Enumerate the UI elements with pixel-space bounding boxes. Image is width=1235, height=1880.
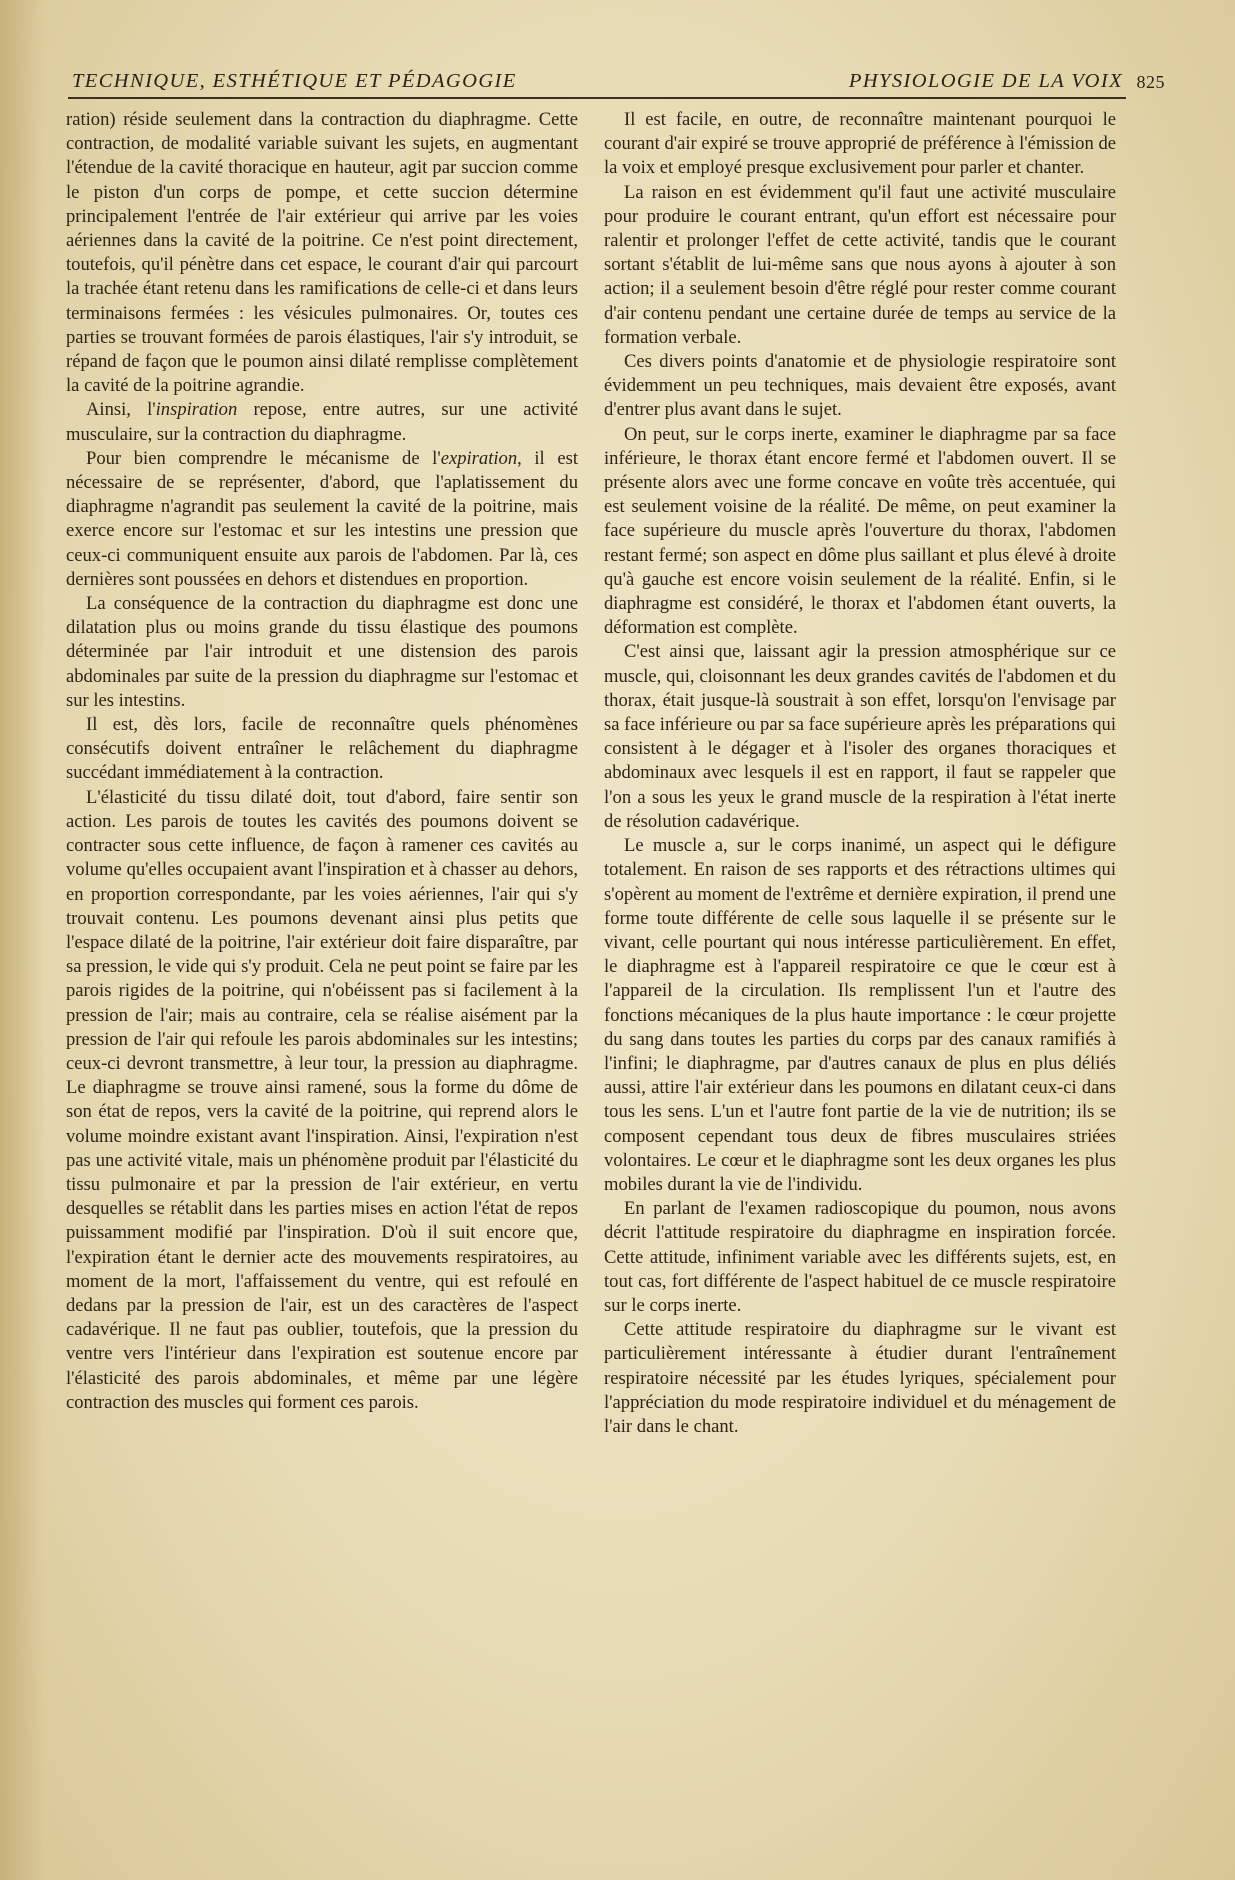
paragraph-text: , il est nécessaire de se représenter, d'abord, que l'aplatissement du diaphragme n'agrandit pas seulement la cavité de la poitrine, mais exerce encore sur l'estomac et sur les intestins une pression que ceux-ci communiquent ensuite aux parois de l'abdomen. Par là, ces dernières sont poussées en dehors et distendues en proportion. (66, 447, 578, 590)
paragraph (66, 592, 578, 713)
paragraph-text: Il est, dès lors, facile de reconnaître quels phénomènes consécutifs doivent entraîner le relâchement du diaphragme succédant immédiatement à la contraction. (66, 714, 578, 784)
page-number: 825 (1136, 72, 1165, 92)
paragraph (66, 398, 578, 446)
running-title-left: TECHNIQUE, ESTHÉTIQUE ET PÉDAGOGIE (72, 70, 517, 92)
italic-term: inspiration (155, 399, 238, 421)
paragraph (604, 1197, 1116, 1318)
paragraph (66, 108, 578, 398)
paragraph-text: La raison en est évidemment qu'il faut une activité musculaire pour produire le courant entrant, qu'un effort est nécessaire pour ralentir et prolonger l'effet de cette activité, tandis que le courant sortant s'établit de lui-même sans que nous ayons à ajouter à son action; il a seulement besoin d'être réglé pour rester comme courant d'air contenu pendant une certaine durée de temps au service de la formation verbale. (604, 181, 1116, 348)
paragraph-text: Le muscle a, sur le corps inanimé, un aspect qui le défigure totalement. En raison de ses rapports et des rétractions ultimes qui s'opèrent au moment de l'extrême et dernière expiration, il prend une forme toute différente de celle sous laquelle il se présente sur le vivant, celle pourtant qui nous intéresse particulièrement. En effet, le diaphragme est à l'appareil respiratoire ce que le cœur est à l'appareil de la circulation. Ils remplissent l'un et l'autre des fonctions mécaniques de la plus haute importance : le cœur projette du sang dans toutes les parties du corps par des canaux ramifiés à l'infini; le diaphragme, par d'autres canaux de plus en plus déliés aussi, attire l'air extérieur dans les poumons en dilatant ceux-ci dans tous les sens. L'un et l'autre font partie de la vie de nutrition; ils se composent cependant tous deux de fibres musculaires striées volontaires. Le cœur et le diaphragme sont les deux organes les plus mobiles durant la vie de l'individu. (604, 835, 1116, 1195)
header-rule (68, 97, 1126, 99)
paragraph (604, 108, 1116, 181)
paragraph (66, 713, 578, 786)
paragraph (604, 181, 1116, 350)
paragraph (604, 1318, 1116, 1439)
paragraph-text: En parlant de l'examen radioscopique du poumon, nous avons décrit l'attitude respiratoire du diaphragme en inspiration forcée. Cette attitude, infiniment variable avec les différents sujets, est, en tout cas, fort différente de l'aspect habituel de ce muscle respiratoire sur le corps inerte. (604, 1198, 1116, 1316)
paragraph-text: L'élasticité du tissu dilaté doit, tout d'abord, faire sentir son action. Les parois de toutes les cavités des poumons doivent se contracter sous cette influence, de façon à ramener ces cavités au volume qu'elles occupaient avant l'inspiration et à chasser au dehors, en proportion correspondante, par les voies aériennes, l'air qui s'y trouvait contenu. Les poumons devenant ainsi plus petits que l'espace dilaté de la poitrine, l'air extérieur doit faire disparaître, par sa pression, le vide qui s'y produit. Cela ne peut point se faire par les parois rigides de la poitrine, qui n'obéissent pas si facilement à la pression de l'air; mais au contraire, cela se réalise aisément par la pression de l'air qui refoule les parois abdominales sur les intestins; ceux-ci devront transmettre, à leur tour, la pression au diaphragme. Le diaphragme se trouve ainsi ramené, sous la forme du dôme de son état de repos, vers la cavité de la poitrine, qui reprend alors le volume moindre existant avant l'inspiration. Ainsi, l'expiration n'est pas une activité vitale, mais un phénomène produit par l'élasticité du tissu pulmonaire et par la pression de l'air extérieur, en vertu desquelles se rétablit dans les parties mises en action l'état de repos puissamment modifié par l'inspiration. D'où il suit encore que, l'expiration étant le dernier acte des mouvements respiratoires, au moment de la mort, l'affaissement du ventre, qui est refoulé en dedans par la pression de l'air, est un des caractères de l'aspect cadavérique. Il ne faut pas oublier, toutefois, que la pression du ventre vers l'intérieur dans l'expiration est soutenue encore par l'élasticité des parois abdominales, et même par une légère contraction des muscles qui forment ces parois. (66, 786, 578, 1413)
italic-term: expiration (440, 447, 518, 469)
paragraph-text: Il est facile, en outre, de reconnaître maintenant pourquoi le courant d'air expiré se trouve approprié de préférence à l'émission de la voix et employé presque exclusivement pour parler et chanter. (604, 109, 1116, 179)
paragraph-text: On peut, sur le corps inerte, examiner le diaphragme par sa face inférieure, le thorax étant encore fermé et l'abdomen ouvert. Il se présente alors avec une forme concave en voûte très accentuée, qui est seulement voisine de la réalité. De même, on peut examiner la face supérieure du muscle après l'ouverture du thorax, l'abdomen restant fermé; son aspect en dôme plus saillant et plus élevé à droite qu'à gauche est encore voisin seulement de la réalité. Enfin, si le diaphragme est considéré, le thorax et l'abdomen étant ouverts, la déformation est complète. (604, 423, 1116, 639)
left-column (66, 108, 578, 1415)
paragraph-text: repose, entre autres, sur une activité musculaire, sur la contraction du diaphragme. (66, 399, 579, 445)
paragraph (66, 786, 578, 1415)
page-spine-shadow (0, 0, 45, 1880)
paragraph-text: Ainsi, l' (86, 399, 156, 421)
paragraph (604, 640, 1116, 834)
paragraph-text: C'est ainsi que, laissant agir la pression atmosphérique sur ce muscle, qui, cloisonnant les deux grandes cavités de l'abdomen et du thorax, était jusque-là soustrait à son effet, lorsqu'on l'envisage par sa face inférieure ou par sa face supérieure après les préparations qui consistent à le dégager et à l'isoler des organes thoraciques et abdominaux avec lesquels il est en rapport, il faut se rappeler que l'on a sous les yeux le grand muscle de la respiration à l'état inerte de résolution cadavérique. (604, 641, 1116, 832)
paragraph-text: Pour bien comprendre le mécanisme de l' (86, 447, 441, 469)
paragraph-text: ration) réside seulement dans la contraction du diaphragme. Cette contraction, de modalité variable suivant les sujets, en augmentant l'étendue de la cavité thoracique en hauteur, agit par succion comme le piston d'un corps de pompe, et cette succion détermine principalement l'entrée de l'air extérieur qui arrive par les voies aériennes dans la cavité de la poitrine. Ce n'est point directement, toutefois, qu'il pénètre dans cet espace, le courant d'air qui parcourt la trachée étant retenu dans les ramifications de celle-ci et dans leurs terminaisons fermées : les vésicules pulmonaires. Or, toutes ces parties se trouvant formées de parois élastiques, l'air s'y introduit, se répand de façon que le poumon ainsi dilaté remplisse complètement la cavité de la poitrine agrandie. (66, 109, 578, 397)
paragraph-text: Ces divers points d'anatomie et de physiologie respiratoire sont évidemment un peu techniques, mais devaient être exposés, avant d'entrer plus avant dans le sujet. (604, 351, 1116, 421)
paragraph (66, 447, 578, 592)
running-header (72, 70, 1123, 96)
paragraph (604, 834, 1116, 1197)
running-title-right: PHYSIOLOGIE DE LA VOIX (848, 70, 1123, 92)
right-column (604, 108, 1116, 1439)
paragraph-text: Cette attitude respiratoire du diaphragme sur le vivant est particulièrement intéressante à étudier durant l'entraînement respiratoire nécessité par les études lyriques, spécialement pour l'appréciation du mode respiratoire individuel et du ménagement de l'air dans le chant. (604, 1319, 1116, 1437)
paragraph (604, 423, 1116, 641)
paragraph (604, 350, 1116, 423)
paragraph-text: La conséquence de la contraction du diaphragme est donc une dilatation plus ou moins grande du tissu élastique des poumons déterminée par l'air introduit et une distension des parois abdominales par suite de la pression du diaphragme sur l'estomac et sur les intestins. (66, 593, 578, 711)
